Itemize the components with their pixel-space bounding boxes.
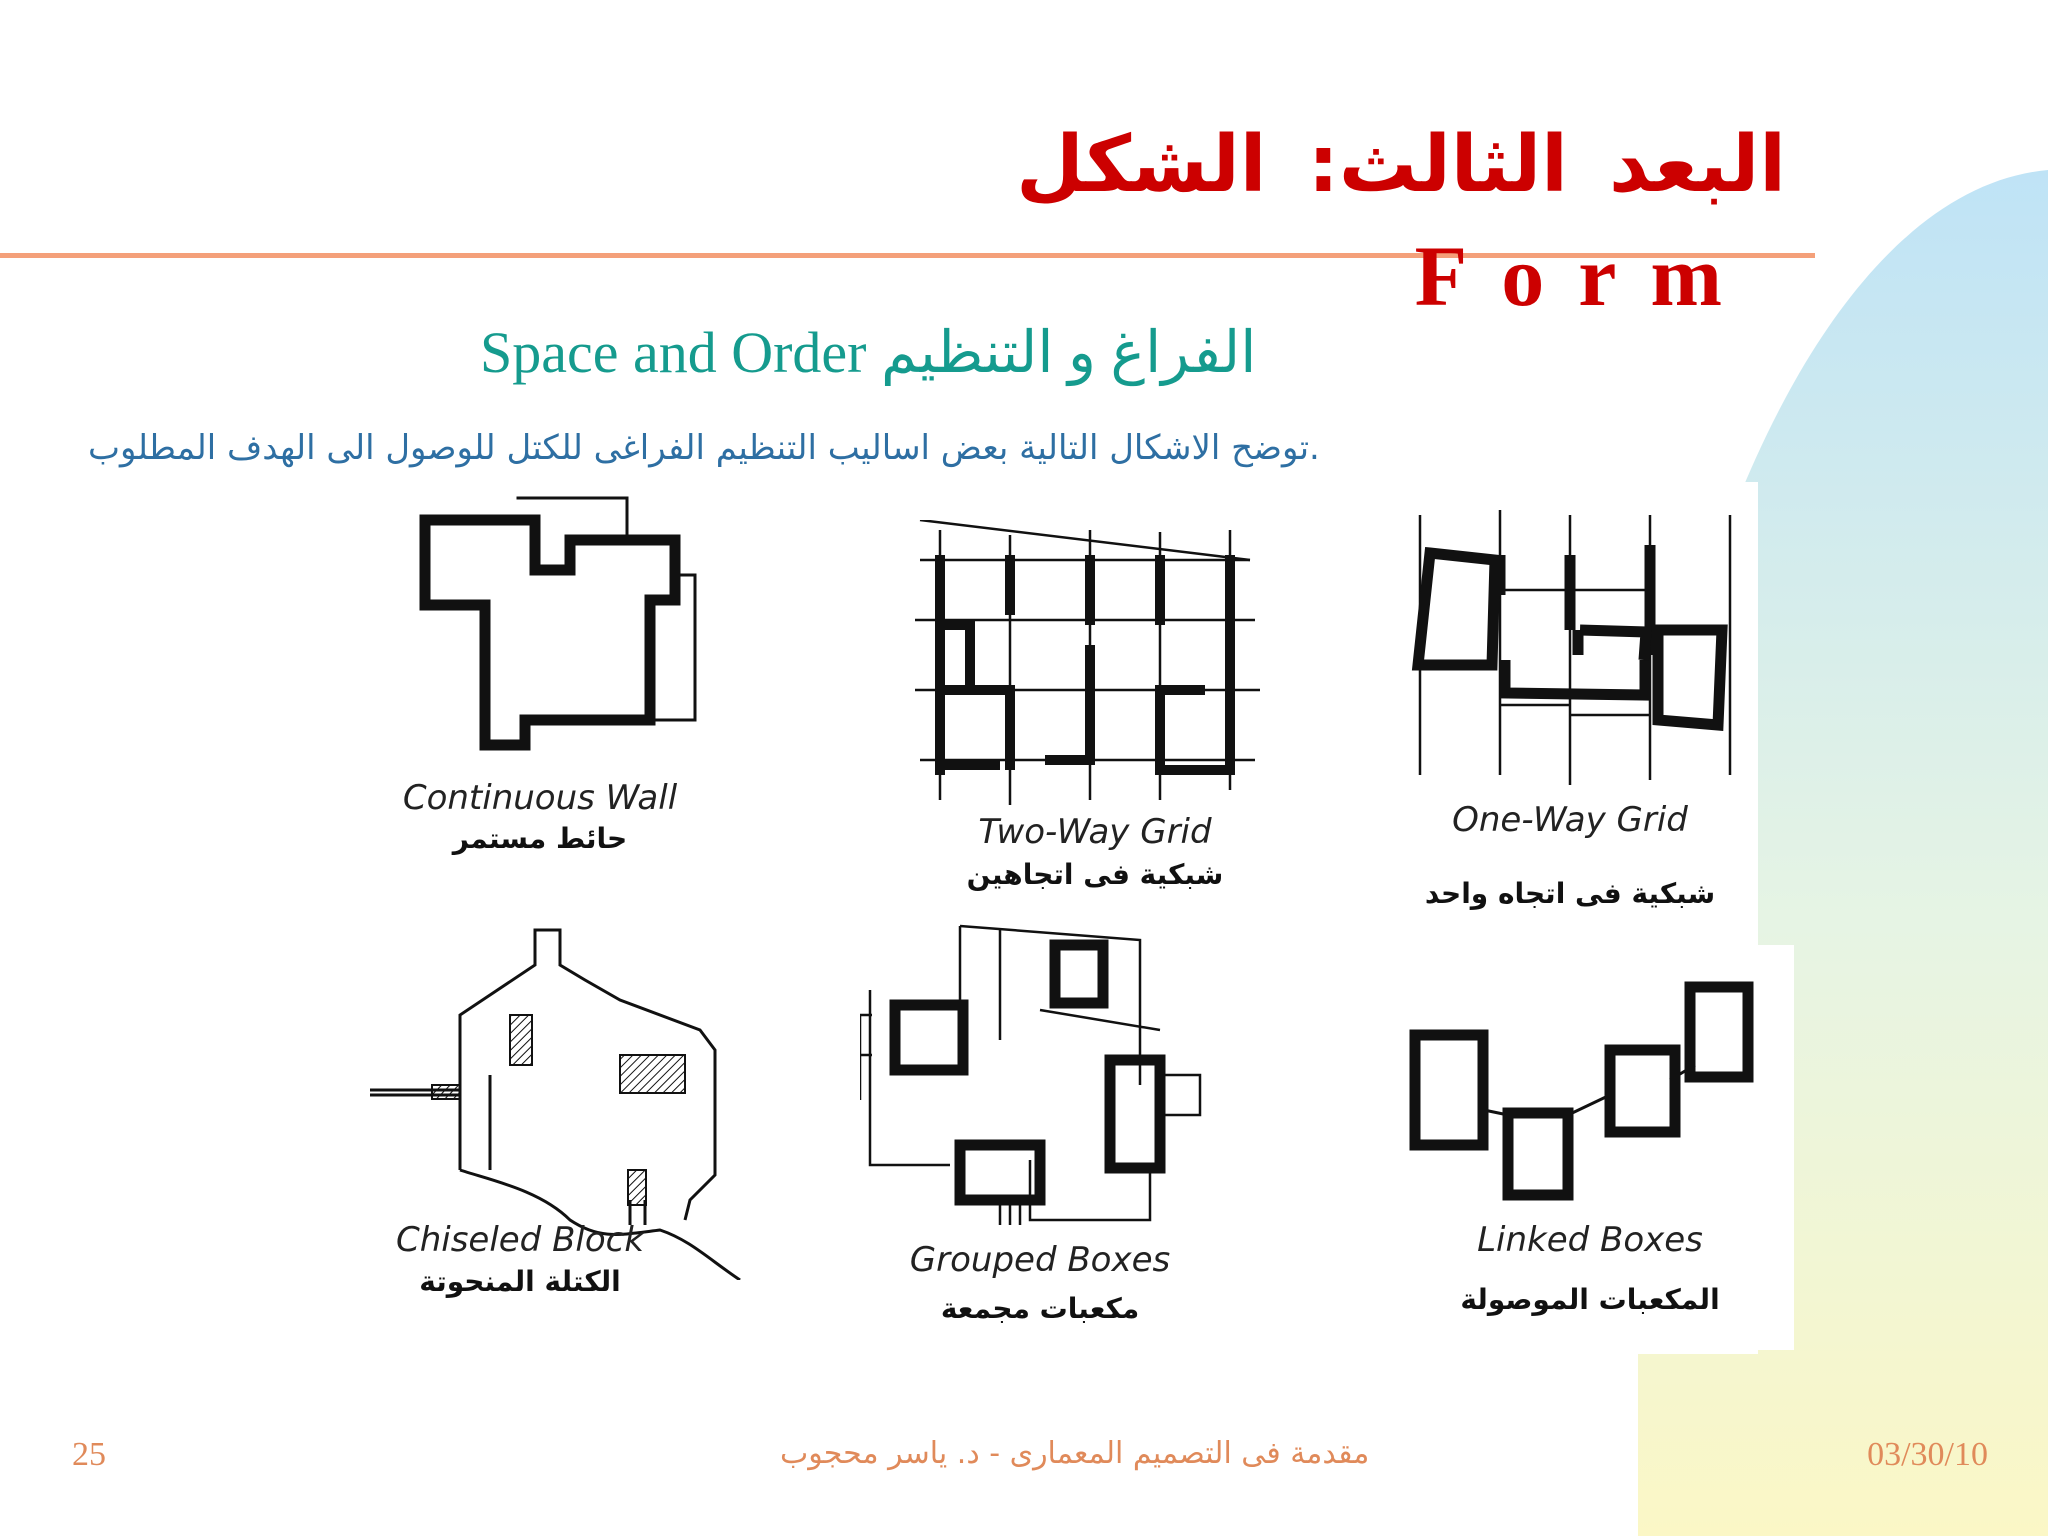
slide-subtitle bbox=[480, 318, 1256, 386]
figure-linked-boxes bbox=[1400, 965, 1780, 1345]
continuous-wall-sketch bbox=[360, 490, 720, 790]
footer-credit: مقدمة فى التصميم المعمارى - د. ياسر محجوب bbox=[780, 1436, 1370, 1471]
figure-continuous-wall bbox=[360, 490, 720, 880]
grouped-boxes-sketch bbox=[860, 920, 1220, 1240]
caption-chiseled-block-ar: الكتلة المنحوتة bbox=[419, 1265, 621, 1298]
subtitle-arabic: الفراغ و التنظيم bbox=[881, 320, 1257, 385]
caption-one-way-grid-ar: شبكية فى اتجاه واحد bbox=[1424, 877, 1716, 910]
linked-boxes-sketch bbox=[1400, 965, 1780, 1225]
slide-title-english: Form bbox=[1414, 228, 1756, 324]
footer-page-number: 25 bbox=[72, 1436, 106, 1473]
subtitle-english: Space and Order bbox=[480, 320, 867, 385]
one-way-grid-sketch bbox=[1400, 505, 1740, 805]
caption-chiseled-block-en: Chiseled Block bbox=[395, 1220, 645, 1260]
caption-continuous-wall-en: Continuous Wall bbox=[402, 778, 678, 818]
intro-text: .توضح الاشكال التالية بعض اساليب التنظيم الفراغى للكتل للوصول الى الهدف المطلوب bbox=[88, 428, 1320, 468]
footer-date: 03/30/10 bbox=[1867, 1436, 1988, 1473]
slide-title-arabic: البعد الثالث: الشكل bbox=[1016, 120, 1786, 210]
figure-chiseled-block bbox=[360, 920, 780, 1320]
caption-two-way-grid-en: Two-Way Grid bbox=[978, 812, 1212, 852]
caption-continuous-wall-ar: حائط مستمر bbox=[452, 822, 628, 855]
two-way-grid-sketch bbox=[900, 520, 1290, 810]
caption-linked-boxes-ar: المكعبات الموصولة bbox=[1460, 1283, 1720, 1316]
caption-linked-boxes-en: Linked Boxes bbox=[1477, 1220, 1703, 1260]
figure-one-way-grid bbox=[1400, 505, 1740, 915]
caption-one-way-grid-en: One-Way Grid bbox=[1452, 800, 1688, 840]
caption-two-way-grid-ar: شبكية فى اتجاهين bbox=[966, 858, 1224, 891]
caption-grouped-boxes-en: Grouped Boxes bbox=[909, 1240, 1171, 1280]
figure-grouped-boxes bbox=[860, 920, 1220, 1340]
caption-grouped-boxes-ar: مكعبات مجمعة bbox=[940, 1292, 1140, 1325]
figure-two-way-grid bbox=[900, 520, 1290, 910]
